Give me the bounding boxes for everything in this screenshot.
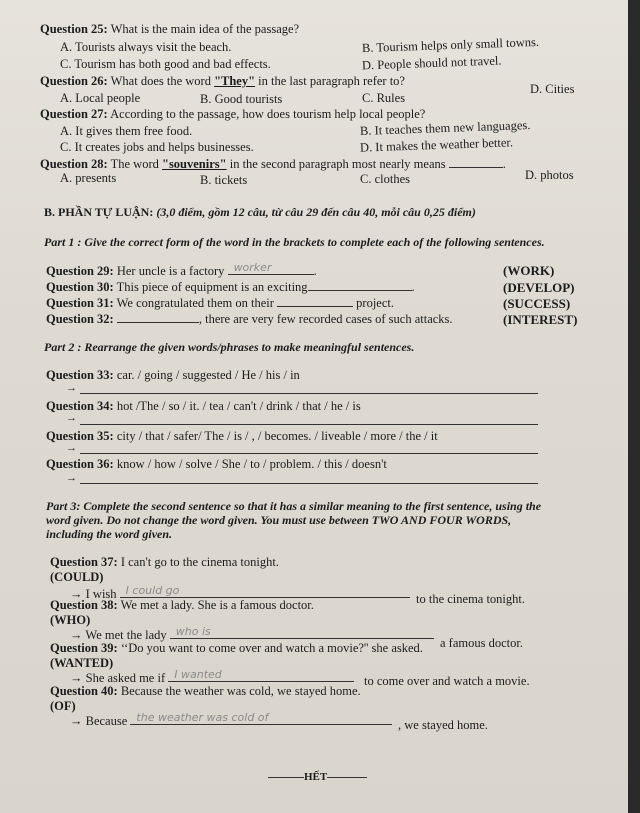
q34-answer-line[interactable] [80, 423, 538, 425]
q38-blank[interactable]: who is [170, 627, 434, 639]
q37-word: (COULD) [50, 570, 104, 584]
q39-post: to come over and watch a movie. [364, 674, 530, 688]
q33-answer-line[interactable] [80, 392, 538, 394]
part1-instruction: Part 1 : Give the correct form of the word in the brackets to complete each of the following sentences. [44, 235, 545, 249]
q31-word: (SUCCESS) [503, 296, 571, 311]
q29-word: (WORK) [503, 263, 555, 278]
q28-option-c: C. clothes [360, 172, 410, 186]
q32-blank[interactable] [117, 311, 199, 323]
q26-option-b: B. Good tourists [200, 92, 283, 106]
q36-answer-line[interactable] [80, 482, 538, 484]
q25-option-a: A. Tourists always visit the beach. [60, 40, 232, 54]
q32-line: Question 32: , there are very few recorded cases of such attacks. [46, 312, 453, 326]
q37-blank[interactable]: I could go [120, 586, 410, 598]
q29-blank[interactable]: worker [228, 263, 314, 275]
q40-stem: Question 40: Because the weather was cold, we stayed home. [50, 684, 361, 698]
q27-option-d: D. It makes the weather better. [359, 135, 514, 155]
q27-option-c: C. It creates jobs and helps businesses. [60, 140, 254, 154]
q36-arrow-icon: → [66, 472, 77, 484]
q39-answer: → She asked me if I wanted [70, 670, 354, 686]
q38-post: a famous doctor. [440, 636, 523, 650]
q30-word: (DEVELOP) [503, 280, 575, 295]
q38-word: (WHO) [50, 613, 91, 627]
q38-stem: Question 38: We met a lady. She is a famous doctor. [50, 598, 314, 612]
q30-line: Question 30: This piece of equipment is an exciting . [46, 280, 415, 294]
q31-line: Question 31: We congratulated them on their project. [46, 296, 394, 310]
q30-blank[interactable] [308, 279, 412, 291]
part3-instruction-2: word given. Do not change the word given. You must use between TWO AND FOUR WORDS, [46, 513, 512, 527]
q25-option-b: B. Tourism helps only small towns. [361, 34, 540, 56]
q28-option-d: D. photos [525, 168, 574, 182]
q26-option-d: D. Cities [530, 82, 575, 96]
q38-answer: → We met the lady who is [70, 627, 434, 643]
q40-post: , we stayed home. [398, 718, 488, 732]
q25-stem: Question 25: What is the main idea of the passage? [40, 22, 300, 36]
q26-option-c: C. Rules [362, 91, 406, 105]
q37-post: to the cinema tonight. [416, 592, 526, 606]
q39-word: (WANTED) [50, 656, 114, 670]
end-marker: HẾT [268, 771, 367, 783]
q32-word: (INTEREST) [503, 312, 578, 327]
q27-stem: Question 27: According to the passage, how does tourism help local people? [40, 107, 426, 121]
q25-option-d: D. People should not travel. [361, 53, 502, 73]
q31-blank[interactable] [277, 295, 353, 307]
q34-line: Question 34: hot /The / so / it. / tea / can't / drink / that / he / is [46, 399, 361, 413]
part2-instruction: Part 2 : Rearrange the given words/phrases to make meaningful sentences. [44, 340, 415, 354]
q27-option-a: A. It gives them free food. [60, 124, 193, 138]
q40-word: (OF) [50, 699, 76, 713]
q37-answer: → I wish I could go [70, 586, 410, 602]
q28-stem: Question 28: The word "souvenirs" in the second paragraph most nearly means . [40, 157, 506, 171]
q28-option-a: A. presents [60, 171, 117, 185]
q39-stem: Question 39: ‘‘Do you want to come over and watch a movie?'' she asked. [50, 641, 423, 655]
q25-option-c: C. Tourism has both good and bad effects. [60, 57, 271, 71]
q27-option-b: B. It teaches them new languages. [359, 118, 531, 138]
q33-line: Question 33: car. / going / suggested / He / his / in [46, 368, 300, 382]
q29-line: Question 29: Her uncle is a factory worker . [46, 261, 317, 278]
part3-instruction-1: Part 3: Complete the second sentence so that it has a similar meaning to the first sentence, using the [46, 499, 542, 513]
section-b-heading: B. PHẦN TỰ LUẬN: (3,0 điểm, gồm 12 câu, từ câu 29 đến câu 40, mỗi câu 0,25 điểm) [44, 205, 476, 219]
q35-arrow-icon: → [66, 442, 77, 454]
q40-blank[interactable]: the weather was cold of [130, 713, 392, 725]
photo-edge-shadow [628, 0, 640, 813]
q28-option-b: B. tickets [200, 173, 248, 187]
q35-answer-line[interactable] [80, 452, 538, 454]
q28-blank[interactable] [449, 156, 503, 168]
q40-answer: → Because the weather was cold of [70, 713, 392, 729]
q36-line: Question 36: know / how / solve / She / to / problem. / this / doesn't [46, 457, 387, 471]
q34-arrow-icon: → [66, 412, 77, 424]
q26-option-a: A. Local people [60, 91, 141, 105]
q35-line: Question 35: city / that / safer/ The / is / , / becomes. / liveable / more / the / it [46, 429, 438, 443]
q37-stem: Question 37: I can't go to the cinema tonight. [50, 555, 279, 569]
q26-stem: Question 26: What does the word "They" in the last paragraph refer to? [40, 74, 405, 88]
q33-arrow-icon: → [66, 382, 77, 394]
q39-blank[interactable]: I wanted [168, 670, 354, 682]
part3-instruction-3: including the word given. [46, 527, 173, 541]
